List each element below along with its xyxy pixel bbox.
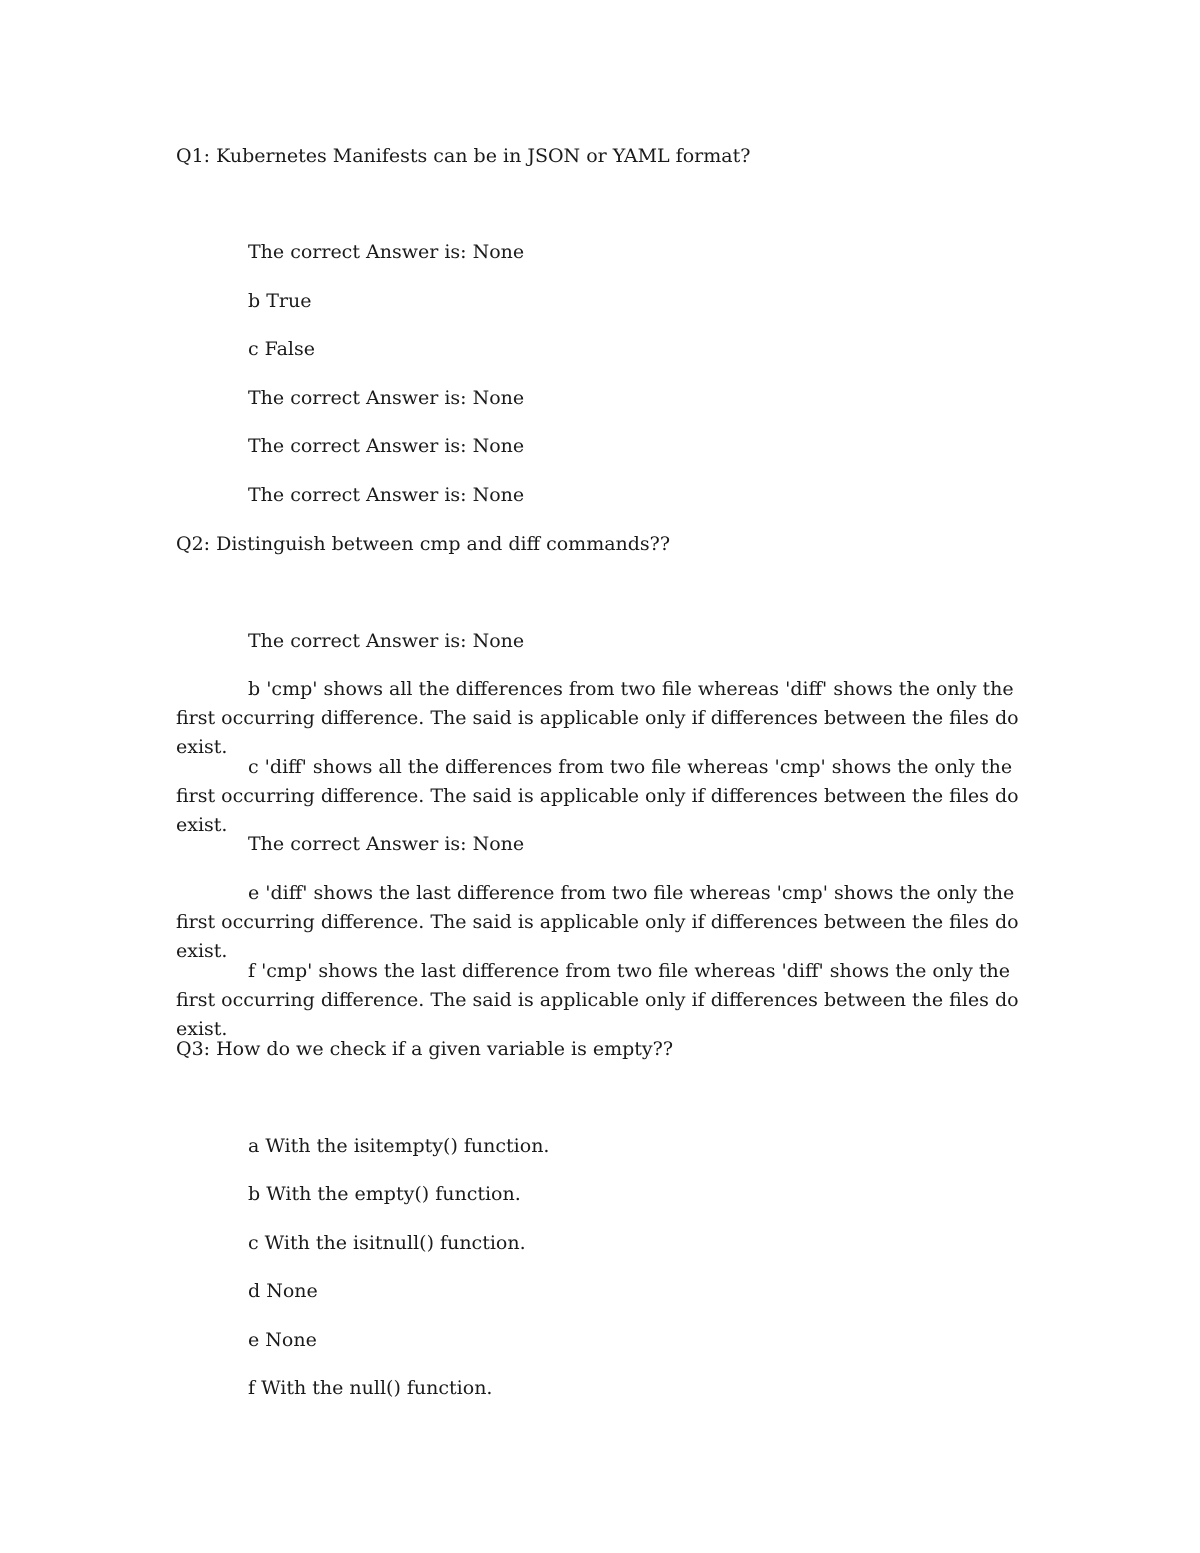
q3-option-1: a With the isitempty() function. bbox=[248, 1135, 550, 1157]
q2-option-3: c 'diff' shows all the differences from two file whereas 'cmp' shows the only the first occurring difference. The said is applicable only if differences between the files do exist. bbox=[176, 756, 1019, 836]
q3-option-6: f With the null() function. bbox=[248, 1377, 493, 1399]
q3-option-4: d None bbox=[248, 1280, 318, 1302]
q1-option-2: b True bbox=[248, 290, 312, 312]
question-3-text: Q3: How do we check if a given variable is empty?? bbox=[176, 1038, 674, 1060]
q1-option-3: c False bbox=[248, 338, 315, 360]
q2-option-4: The correct Answer is: None bbox=[248, 833, 525, 855]
q2-option-6: f 'cmp' shows the last difference from two file whereas 'diff' shows the only the first occurring difference. The said is applicable only if differences between the files do exist. bbox=[176, 960, 1019, 1040]
q1-option-1: The correct Answer is: None bbox=[248, 241, 525, 263]
question-1-text: Q1: Kubernetes Manifests can be in JSON or YAML format? bbox=[176, 145, 751, 167]
q3-option-2: b With the empty() function. bbox=[248, 1183, 521, 1205]
q2-option-5: e 'diff' shows the last difference from two file whereas 'cmp' shows the only the first occurring difference. The said is applicable only if differences between the files do exist. bbox=[176, 882, 1019, 962]
q3-option-3: c With the isitnull() function. bbox=[248, 1232, 526, 1254]
q1-option-5: The correct Answer is: None bbox=[248, 435, 525, 457]
q3-option-5: e None bbox=[248, 1329, 317, 1351]
q2-option-1: The correct Answer is: None bbox=[248, 630, 525, 652]
question-2-text: Q2: Distinguish between cmp and diff commands?? bbox=[176, 533, 671, 555]
q1-option-6: The correct Answer is: None bbox=[248, 484, 525, 506]
q2-option-2: b 'cmp' shows all the differences from two file whereas 'diff' shows the only the first occurring difference. The said is applicable only if differences between the files do exist. bbox=[176, 678, 1019, 758]
q1-option-4: The correct Answer is: None bbox=[248, 387, 525, 409]
